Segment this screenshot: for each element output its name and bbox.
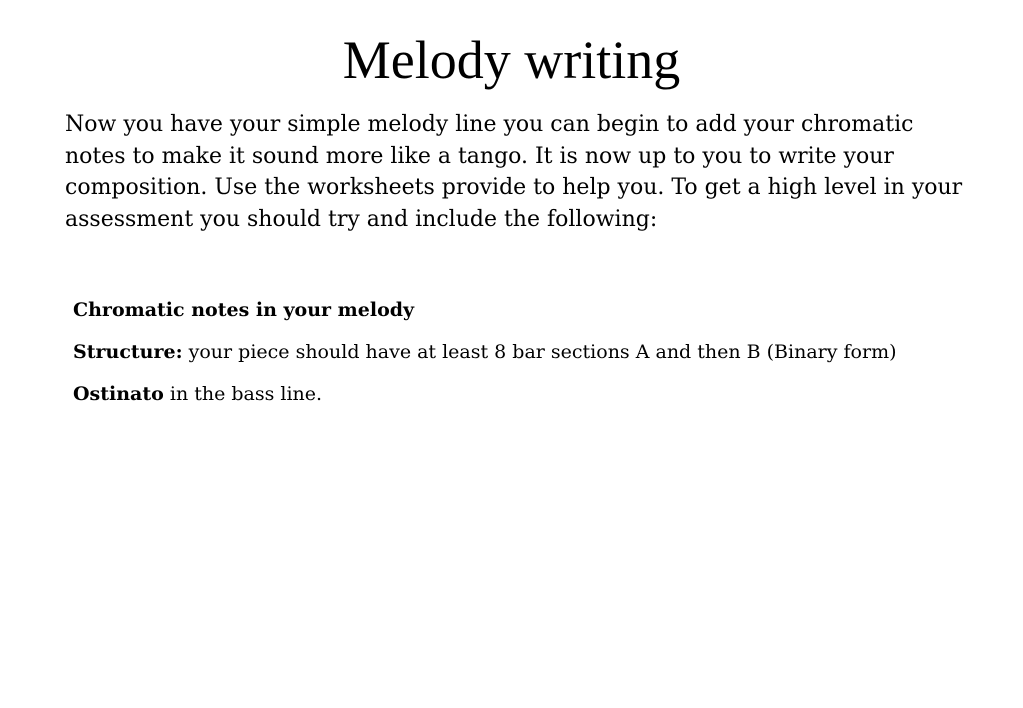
- criterion-structure: [73, 338, 973, 366]
- criterion-structure-heading: Structure:: [73, 341, 183, 363]
- criterion-ostinato: [73, 380, 973, 408]
- intro-paragraph: Now you have your simple melody line you can begin to add your chromatic notes to make it sound more like a tango. It is now up to you to write your composition. Use the worksheets provide to help you. To get a high level in your assessment you should try and include the following:: [65, 112, 963, 232]
- criterion-structure-text: your piece should have at least 8 bar sections A and then B (Binary form): [182, 341, 897, 363]
- criterion-chromatic: [73, 296, 973, 324]
- criteria-list: [73, 296, 973, 422]
- criterion-ostinato-heading: Ostinato: [73, 383, 164, 405]
- slide-title: Melody writing: [342, 30, 681, 90]
- criterion-ostinato-text: in the bass line.: [163, 383, 323, 405]
- criterion-chromatic-heading: Chromatic notes in your melody: [73, 299, 415, 321]
